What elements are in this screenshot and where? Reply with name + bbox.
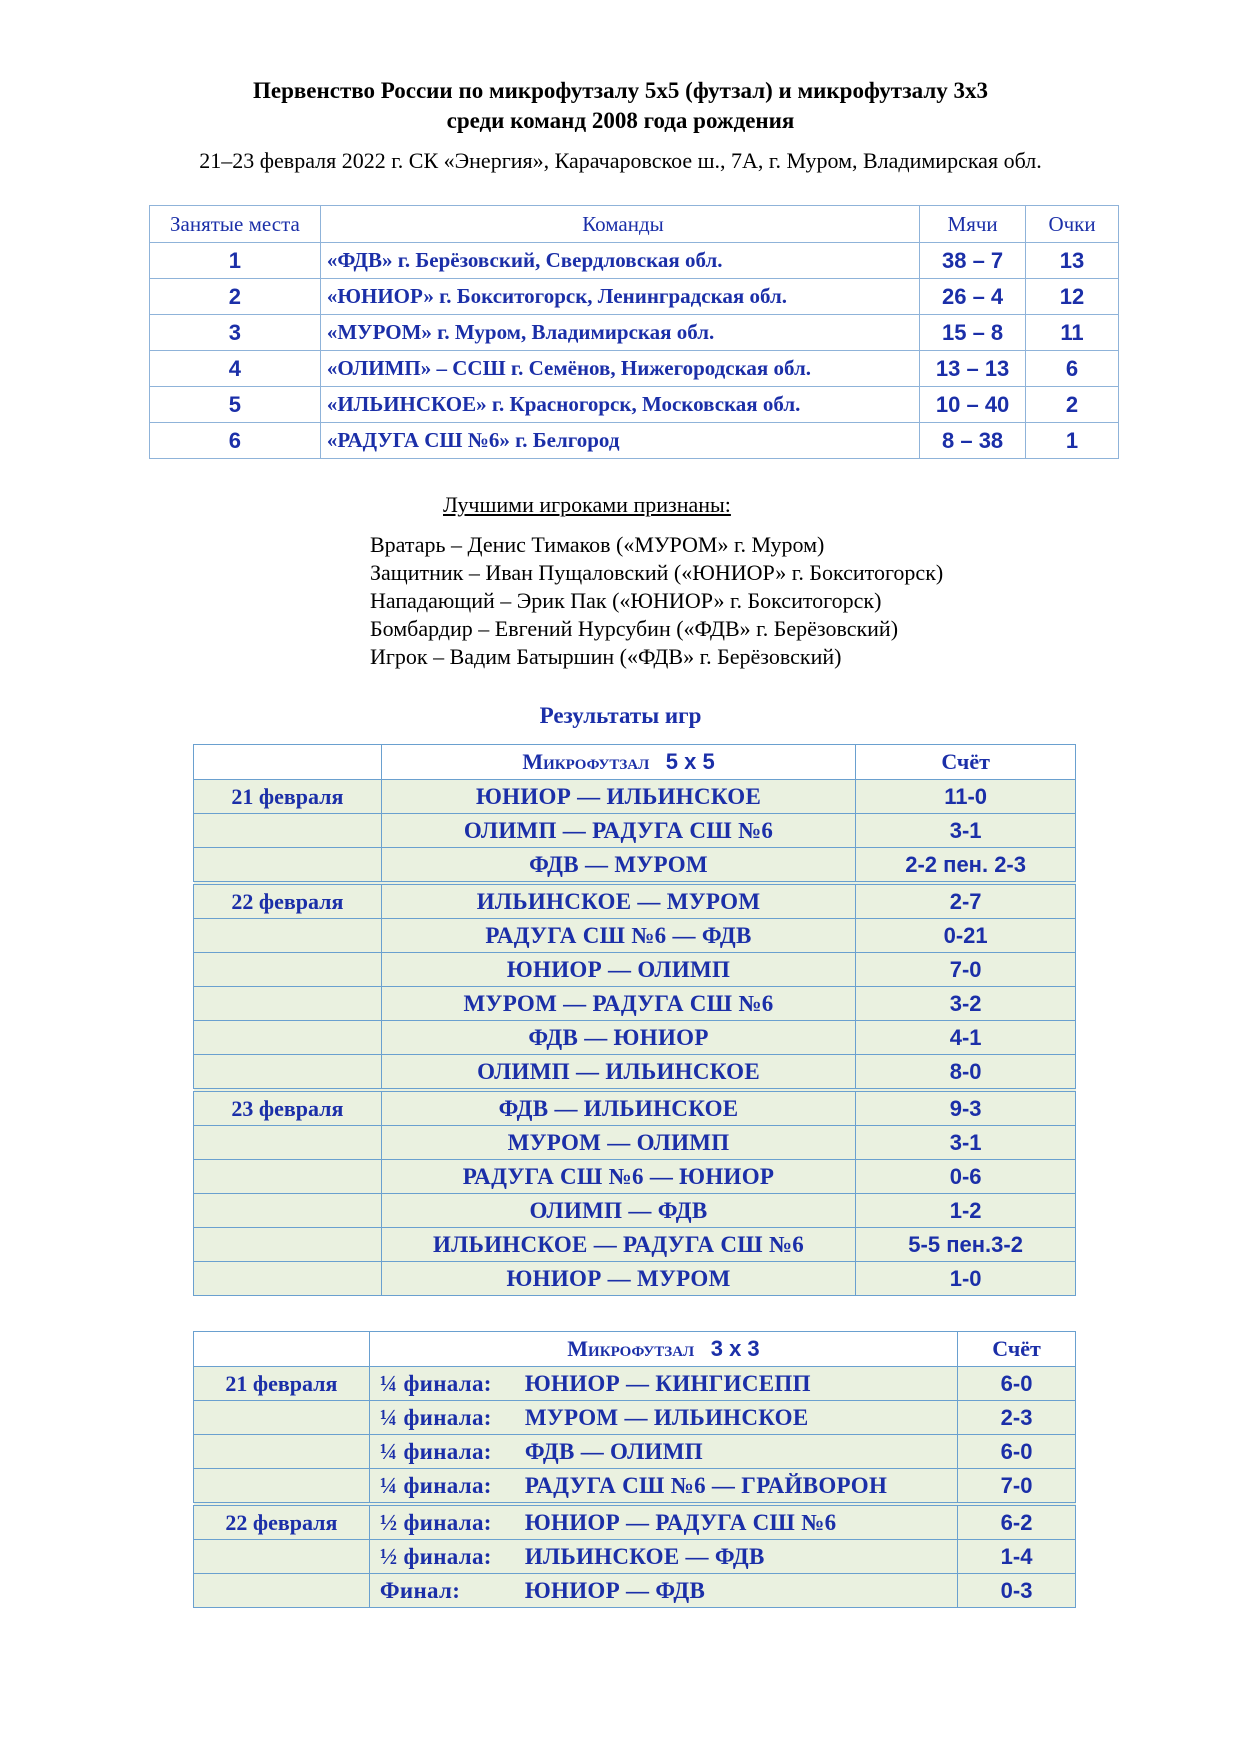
- match-score: 9-3: [856, 1090, 1076, 1126]
- best-player-item: Вратарь – Денис Тимаков («МУРОМ» г. Муром): [370, 532, 825, 557]
- match-date: [194, 814, 382, 848]
- match-score: 0-6: [856, 1160, 1076, 1194]
- match-row: [194, 1160, 1076, 1194]
- match-score: 7-0: [958, 1469, 1076, 1505]
- header-score: Счёт: [856, 745, 1076, 780]
- match-date: 21 февраля: [194, 1367, 370, 1401]
- points-cell: 1: [1026, 423, 1119, 459]
- standings-row: [150, 279, 1119, 315]
- match-row: [194, 814, 1076, 848]
- match-date: [194, 1574, 370, 1608]
- match-score: 3-1: [856, 1126, 1076, 1160]
- standings-header-row: [150, 206, 1119, 243]
- match-stage: ½ финала:: [379, 1509, 492, 1535]
- results-5x5-table: [193, 744, 1076, 1296]
- match-teams: [369, 1540, 957, 1574]
- match-teams: [369, 1435, 957, 1469]
- match-pair: МУРОМ — ИЛЬИНСКОЕ: [524, 1404, 809, 1430]
- team-cell: «ЮНИОР» г. Бокситогорск, Ленинградская обл.: [320, 279, 919, 315]
- match-stage: ½ финала:: [379, 1543, 492, 1569]
- match-date: [194, 1401, 370, 1435]
- match-date: [194, 987, 382, 1021]
- team-cell: «РАДУГА СШ №6» г. Белгород: [320, 423, 919, 459]
- standings-row: [150, 423, 1119, 459]
- results-3x3-table: [193, 1331, 1076, 1608]
- match-score: 1-4: [958, 1540, 1076, 1574]
- match-teams: [369, 1469, 957, 1505]
- match-date: [194, 1021, 382, 1055]
- match-row: [194, 1262, 1076, 1296]
- match-date: [194, 1262, 382, 1296]
- points-cell: 6: [1026, 351, 1119, 387]
- match-score: 6-0: [958, 1367, 1076, 1401]
- match-date: [194, 1435, 370, 1469]
- match-teams: ФДВ — ИЛЬИНСКОЕ: [381, 1090, 855, 1126]
- match-row: [194, 1228, 1076, 1262]
- match-date: 22 февраля: [194, 883, 382, 919]
- place-cell: 2: [150, 279, 321, 315]
- match-date: 22 февраля: [194, 1504, 370, 1540]
- goals-cell: 10 – 40: [920, 387, 1026, 423]
- match-teams: МУРОМ — РАДУГА СШ №6: [381, 987, 855, 1021]
- best-player-item: Нападающий – Эрик Пак («ЮНИОР» г. Бокситогорск): [370, 588, 882, 613]
- match-teams: ЮНИОР — МУРОМ: [381, 1262, 855, 1296]
- goals-cell: 8 – 38: [920, 423, 1026, 459]
- match-row: [194, 953, 1076, 987]
- match-score: 2-2 пен. 2-3: [856, 848, 1076, 884]
- header-discipline: Микрофутзал 5 х 5: [381, 745, 855, 780]
- match-score: 4-1: [856, 1021, 1076, 1055]
- place-cell: 5: [150, 387, 321, 423]
- points-cell: 13: [1026, 243, 1119, 279]
- place-cell: 6: [150, 423, 321, 459]
- match-pair: РАДУГА СШ №6 — ГРАЙВОРОН: [524, 1472, 888, 1498]
- best-player-item: Защитник – Иван Пущаловский («ЮНИОР» г. Бокситогорск): [370, 560, 944, 585]
- standings-table: [149, 205, 1119, 459]
- match-row: [194, 1126, 1076, 1160]
- match-date: [194, 1194, 382, 1228]
- team-cell: «ОЛИМП» – ССШ г. Семёнов, Нижегородская обл.: [320, 351, 919, 387]
- results-title: Результаты игр: [539, 703, 702, 728]
- match-row: [194, 1055, 1076, 1091]
- match-teams: ФДВ — МУРОМ: [381, 848, 855, 884]
- match-score: 3-2: [856, 987, 1076, 1021]
- doc-title-line2: среди команд 2008 года рождения: [446, 108, 795, 133]
- match-teams: ОЛИМП — РАДУГА СШ №6: [381, 814, 855, 848]
- best-players-list: [370, 531, 943, 671]
- header-discipline: Микрофутзал 3 х 3: [369, 1332, 957, 1367]
- standings-row: [150, 243, 1119, 279]
- match-pair: ЮНИОР — КИНГИСЕПП: [524, 1370, 811, 1396]
- match-score: 7-0: [856, 953, 1076, 987]
- match-teams: ЮНИОР — ОЛИМП: [381, 953, 855, 987]
- place-cell: 3: [150, 315, 321, 351]
- points-cell: 12: [1026, 279, 1119, 315]
- match-score: 0-21: [856, 919, 1076, 953]
- match-date: [194, 1055, 382, 1091]
- match-score: 1-0: [856, 1262, 1076, 1296]
- points-cell: 11: [1026, 315, 1119, 351]
- match-pair: ЮНИОР — ФДВ: [524, 1577, 706, 1603]
- match-date: 21 февраля: [194, 780, 382, 814]
- match-score: 3-1: [856, 814, 1076, 848]
- venue-line: 21–23 февраля 2022 г. СК «Энергия», Карачаровское ш., 7А, г. Муром, Владимирская обл.: [199, 148, 1042, 173]
- match-row: [194, 1540, 1076, 1574]
- match-teams: [369, 1367, 957, 1401]
- match-score: 6-2: [958, 1504, 1076, 1540]
- match-row: [194, 1469, 1076, 1505]
- match-teams: МУРОМ — ОЛИМП: [381, 1126, 855, 1160]
- match-row: [194, 1021, 1076, 1055]
- best-player-item: Игрок – Вадим Батыршин («ФДВ» г. Берёзовский): [370, 644, 842, 669]
- match-score: 1-2: [856, 1194, 1076, 1228]
- goals-cell: 38 – 7: [920, 243, 1026, 279]
- match-date: [194, 848, 382, 884]
- results-5x5-header: [194, 745, 1076, 780]
- place-cell: 4: [150, 351, 321, 387]
- match-stage: ¼ финала:: [379, 1370, 492, 1396]
- match-teams: [369, 1574, 957, 1608]
- match-score: 2-3: [958, 1401, 1076, 1435]
- match-score: 2-7: [856, 883, 1076, 919]
- match-row: [194, 780, 1076, 814]
- match-teams: ФДВ — ЮНИОР: [381, 1021, 855, 1055]
- header-points: Очки: [1026, 206, 1119, 243]
- match-pair: ИЛЬИНСКОЕ — ФДВ: [524, 1543, 765, 1569]
- points-cell: 2: [1026, 387, 1119, 423]
- best-player-item: Бомбардир – Евгений Нурсубин («ФДВ» г. Берёзовский): [370, 616, 899, 641]
- match-date: [194, 1228, 382, 1262]
- standings-row: [150, 351, 1119, 387]
- header-goals: Мячи: [920, 206, 1026, 243]
- match-row: [194, 848, 1076, 884]
- match-stage: ¼ финала:: [379, 1404, 492, 1430]
- goals-cell: 26 – 4: [920, 279, 1026, 315]
- match-row: [194, 1367, 1076, 1401]
- place-cell: 1: [150, 243, 321, 279]
- best-players-title: Лучшими игроками признаны:: [443, 492, 731, 517]
- match-row: [194, 1090, 1076, 1126]
- header-score: Счёт: [958, 1332, 1076, 1367]
- match-row: [194, 919, 1076, 953]
- match-row: [194, 987, 1076, 1021]
- match-stage: Финал:: [379, 1577, 461, 1603]
- header-team: Команды: [320, 206, 919, 243]
- match-teams: [369, 1504, 957, 1540]
- match-score: 8-0: [856, 1055, 1076, 1091]
- doc-title-line1: Первенство России по микрофутзалу 5х5 (футзал) и микрофутзалу 3х3: [253, 78, 988, 103]
- match-teams: ЮНИОР — ИЛЬИНСКОЕ: [381, 780, 855, 814]
- match-score: 5-5 пен.3-2: [856, 1228, 1076, 1262]
- match-stage: ¼ финала:: [379, 1438, 492, 1464]
- match-teams: ОЛИМП — ИЛЬИНСКОЕ: [381, 1055, 855, 1091]
- match-row: [194, 883, 1076, 919]
- match-date: [194, 1126, 382, 1160]
- match-score: 6-0: [958, 1435, 1076, 1469]
- match-stage: ¼ финала:: [379, 1472, 492, 1498]
- match-row: [194, 1504, 1076, 1540]
- match-teams: РАДУГА СШ №6 — ФДВ: [381, 919, 855, 953]
- team-cell: «МУРОМ» г. Муром, Владимирская обл.: [320, 315, 919, 351]
- goals-cell: 15 – 8: [920, 315, 1026, 351]
- match-date: 23 февраля: [194, 1090, 382, 1126]
- header-place: Занятые места: [150, 206, 321, 243]
- team-cell: «ФДВ» г. Берёзовский, Свердловская обл.: [320, 243, 919, 279]
- match-teams: ОЛИМП — ФДВ: [381, 1194, 855, 1228]
- match-date: [194, 919, 382, 953]
- goals-cell: 13 – 13: [920, 351, 1026, 387]
- match-pair: ФДВ — ОЛИМП: [524, 1438, 703, 1464]
- match-teams: ИЛЬИНСКОЕ — МУРОМ: [381, 883, 855, 919]
- match-teams: РАДУГА СШ №6 — ЮНИОР: [381, 1160, 855, 1194]
- team-cell: «ИЛЬИНСКОЕ» г. Красногорск, Московская обл.: [320, 387, 919, 423]
- standings-row: [150, 387, 1119, 423]
- match-score: 0-3: [958, 1574, 1076, 1608]
- match-date: [194, 1540, 370, 1574]
- match-score: 11-0: [856, 780, 1076, 814]
- match-pair: ЮНИОР — РАДУГА СШ №6: [524, 1509, 837, 1535]
- match-row: [194, 1401, 1076, 1435]
- standings-row: [150, 315, 1119, 351]
- results-3x3-header: [194, 1332, 1076, 1367]
- match-date: [194, 1469, 370, 1505]
- match-teams: ИЛЬИНСКОЕ — РАДУГА СШ №6: [381, 1228, 855, 1262]
- match-teams: [369, 1401, 957, 1435]
- match-row: [194, 1194, 1076, 1228]
- match-row: [194, 1435, 1076, 1469]
- match-date: [194, 953, 382, 987]
- match-date: [194, 1160, 382, 1194]
- match-row: [194, 1574, 1076, 1608]
